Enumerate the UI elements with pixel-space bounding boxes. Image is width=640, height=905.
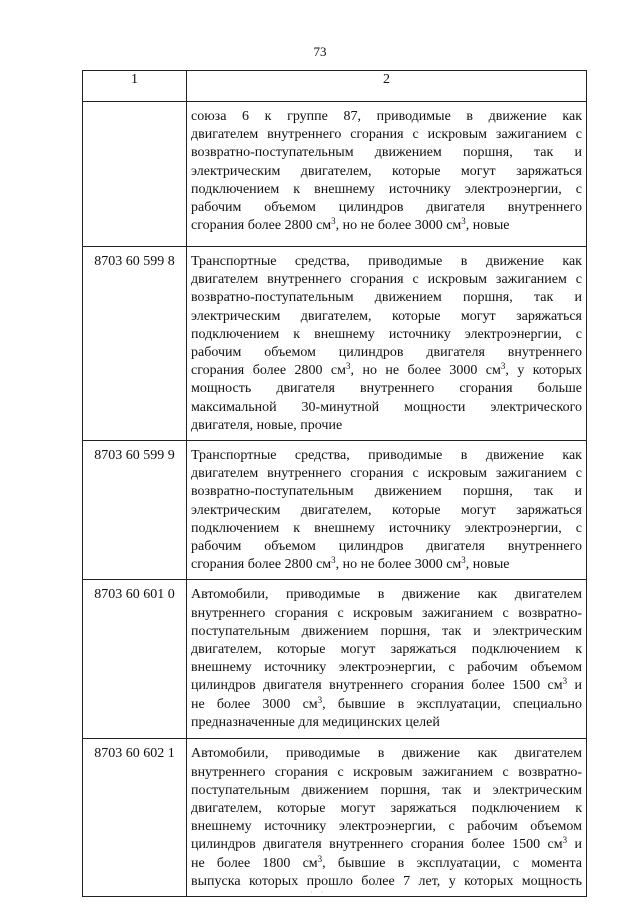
goods-description (187, 580, 587, 739)
superscript: 3 (317, 694, 323, 705)
table-row (83, 247, 587, 441)
text-fragment: сгорания более 2800 см (191, 557, 332, 573)
text-fragment: предназначенные для медицинских целей (191, 714, 440, 730)
description-line (191, 417, 582, 435)
text-fragment: электрическим двигателем, которые могут заряжаться (191, 502, 582, 518)
description-line (191, 326, 582, 344)
text-fragment: подключением к внешнему источнику электроэнергии, с (191, 326, 582, 342)
text-fragment: двигателем внутреннего сгорания с искровым зажиганием с (191, 127, 582, 143)
description-line (191, 556, 582, 574)
text-fragment: , но не более 3000 см (335, 218, 462, 234)
text-fragment: внешнему источнику электроэнергии, с рабочим объемом (191, 660, 582, 676)
goods-description (187, 247, 587, 441)
description-line (191, 800, 582, 818)
description-line (191, 836, 582, 854)
description-line (191, 502, 582, 520)
superscript: 3 (562, 676, 568, 687)
description-line (191, 271, 582, 289)
text-fragment: Автомобили, приводимые в движение как двигателем (191, 587, 582, 603)
description-line (191, 308, 582, 326)
description-line (191, 782, 582, 800)
table-header-row (83, 71, 587, 102)
description-line (191, 855, 582, 873)
description-line (191, 696, 582, 714)
text-fragment: рабочим объемом цилиндров двигателя внутреннего (191, 539, 582, 555)
text-fragment: рабочим объемом цилиндров двигателя внутреннего (191, 200, 582, 216)
superscript: 3 (331, 555, 336, 566)
text-fragment: возвратно-поступательным движением поршня, так и (191, 145, 582, 161)
text-fragment: Автомобили, приводимые в движение как двигателем (191, 746, 582, 762)
text-fragment: внутреннего сгорания с искровым зажиганием с возвратно- (191, 605, 582, 621)
description-line (191, 199, 582, 217)
text-fragment: поступательным движением поршня, так и электрическим (191, 782, 582, 798)
description-line (191, 538, 582, 556)
text-fragment: максимальной 30-минутной мощности электрического (191, 399, 582, 415)
text-fragment: , новые (465, 218, 510, 234)
text-fragment: рабочим объемом цилиндров двигателя внутреннего (191, 345, 582, 361)
text-fragment: подключением к внешнему источнику электроэнергии, с (191, 520, 582, 536)
text-fragment: двигателем, которые могут заряжаться подключением к (191, 801, 582, 817)
tnved-code: 8703 60 599 9 (83, 441, 187, 580)
superscript: 3 (346, 361, 351, 372)
text-fragment: , но не более 3000 см (350, 363, 501, 379)
goods-description (187, 441, 587, 580)
text-fragment: , у которых (505, 363, 583, 379)
description-line (191, 483, 582, 501)
goods-description (187, 102, 587, 247)
text-fragment: союза 6 к группе 87, приводимые в движение как (191, 109, 582, 124)
description-line (191, 163, 582, 181)
description-line (191, 623, 582, 641)
description-line (191, 605, 582, 623)
text-fragment: Транспортные средства, приводимые в движение как (191, 254, 582, 269)
description-line (191, 714, 582, 732)
superscript: 3 (317, 853, 323, 864)
text-fragment: цилиндров двигателя внутреннего сгорания более 1500 см (191, 678, 563, 694)
text-fragment: , бывшие в эксплуатации, с момента (322, 855, 582, 871)
superscript: 3 (562, 835, 568, 846)
table-row (83, 580, 587, 739)
description-line (191, 447, 582, 465)
tnved-code (83, 102, 187, 247)
text-fragment: поступательным движением поршня, так и электрическим (191, 623, 582, 639)
table-row (83, 441, 587, 580)
tariff-table (82, 70, 587, 897)
description-line (191, 380, 582, 398)
description-line (191, 873, 582, 891)
text-fragment: сгорания более 2800 см (191, 218, 332, 234)
description-line (191, 144, 582, 162)
text-fragment: двигателем внутреннего сгорания с искровым зажиганием с (191, 272, 582, 288)
description-line (191, 677, 582, 695)
description-line (191, 108, 582, 126)
text-fragment: не более 1800 см (191, 855, 318, 871)
text-fragment: электрическим двигателем, которые могут заряжаться (191, 163, 582, 179)
scan-artifact: · · (310, 888, 327, 897)
description-line (191, 818, 582, 836)
superscript: 3 (461, 216, 466, 227)
text-fragment: двигателя, новые, прочие (191, 417, 343, 433)
table-body (83, 102, 587, 897)
text-fragment: не более 3000 см (191, 696, 318, 712)
superscript: 3 (461, 555, 466, 566)
text-fragment: сгорания более 2800 см (191, 363, 347, 379)
superscript: 3 (500, 361, 506, 372)
description-line (191, 641, 582, 659)
table-row (83, 102, 587, 247)
text-fragment: выпуска которых прошло более 7 лет, у которых мощность (191, 873, 582, 889)
text-fragment: Транспортные средства, приводимые в движение как (191, 448, 582, 464)
description-line (191, 126, 582, 144)
superscript: 3 (331, 216, 336, 227)
table-row (83, 739, 587, 897)
text-fragment: внешнему источнику электроэнергии, с рабочим объемом (191, 819, 582, 835)
description-line (191, 520, 582, 538)
description-line (191, 289, 582, 307)
text-fragment: , новые (465, 557, 510, 573)
description-line (191, 344, 582, 362)
description-line (191, 181, 582, 199)
text-fragment: возвратно-поступательным движением поршня, так и (191, 290, 582, 306)
text-fragment: и (567, 678, 582, 694)
description-line (191, 659, 582, 677)
description-line (191, 399, 582, 417)
text-fragment: возвратно-поступательным движением поршня, так и (191, 484, 582, 500)
tnved-code: 8703 60 599 8 (83, 247, 187, 441)
description-line (191, 217, 582, 235)
header-col-2: 2 (187, 71, 587, 102)
tnved-code: 8703 60 602 1 (83, 739, 187, 897)
description-line (191, 764, 582, 782)
text-fragment: цилиндров двигателя внутреннего сгорания более 1500 см (191, 837, 563, 853)
text-fragment: и (567, 837, 582, 853)
header-col-1: 1 (83, 71, 187, 102)
text-fragment: , бывшие в эксплуатации, специально (322, 696, 582, 712)
text-fragment: подключением к внешнему источнику электроэнергии, с (191, 181, 582, 197)
description-line (191, 745, 582, 763)
text-fragment: двигателем, которые могут заряжаться подключением к (191, 642, 582, 658)
text-fragment: двигателем внутреннего сгорания с искровым зажиганием с (191, 466, 582, 482)
goods-description (187, 739, 587, 897)
description-line (191, 362, 582, 380)
tnved-code: 8703 60 601 0 (83, 580, 187, 739)
page-number: 73 (313, 44, 327, 59)
text-fragment: электрическим двигателем, которые могут заряжаться (191, 308, 582, 324)
text-fragment: внутреннего сгорания с искровым зажиганием с возвратно- (191, 764, 582, 780)
text-fragment: , но не более 3000 см (335, 557, 462, 573)
text-fragment: мощность двигателя внутреннего сгорания больше (191, 381, 582, 397)
description-line (191, 586, 582, 604)
description-line (191, 465, 582, 483)
description-line (191, 253, 582, 271)
